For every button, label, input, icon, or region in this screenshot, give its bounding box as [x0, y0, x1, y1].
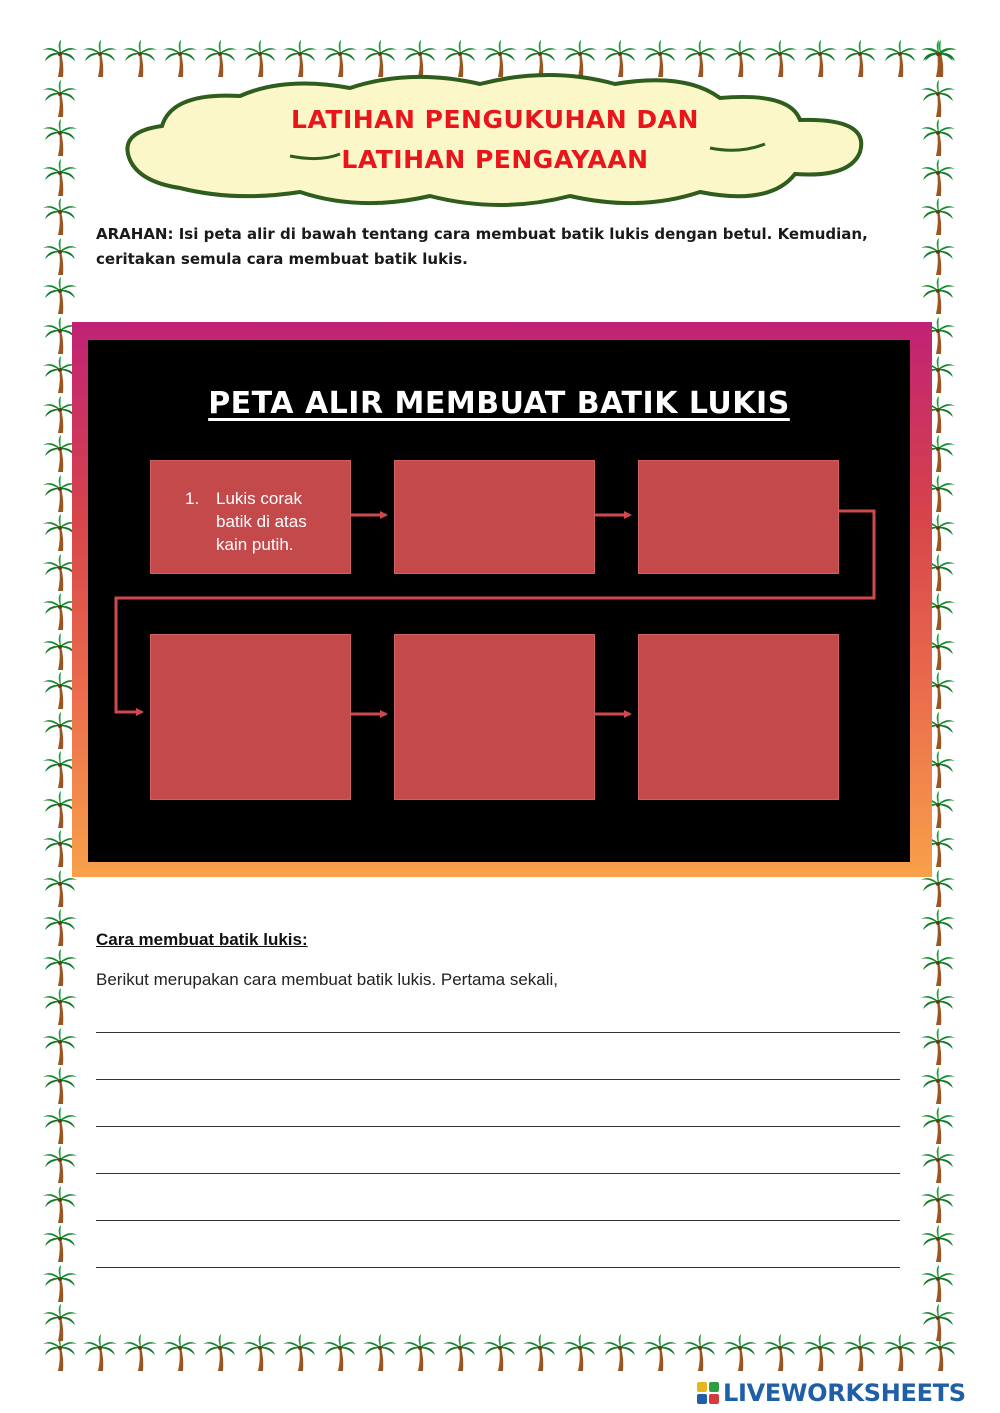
palm-tree-icon	[562, 1334, 598, 1372]
palm-tree-icon	[42, 1186, 78, 1224]
palm-tree-icon	[920, 40, 956, 78]
palm-tree-icon	[162, 1334, 198, 1372]
palm-tree-icon	[920, 1304, 956, 1342]
palm-tree-icon	[482, 1334, 518, 1372]
palm-tree-icon	[920, 909, 956, 947]
palm-tree-icon	[682, 1334, 718, 1372]
palm-tree-icon	[42, 119, 78, 157]
palm-tree-icon	[42, 909, 78, 947]
worksheet-title	[110, 100, 880, 180]
palm-tree-icon	[282, 1334, 318, 1372]
palm-tree-icon	[920, 1107, 956, 1145]
logo-text: LIVEWORKSHEETS	[723, 1379, 966, 1407]
palm-tree-icon	[42, 988, 78, 1026]
flow-step-1[interactable]	[150, 460, 351, 574]
instruction-text: ARAHAN: Isi peta alir di bawah tentang cara membuat batik lukis dengan betul. Kemudian, ceritakan semula cara membuat batik lukis.	[96, 225, 868, 268]
flowchart-panel	[88, 340, 910, 862]
palm-tree-icon	[522, 1334, 558, 1372]
palm-tree-icon	[42, 1304, 78, 1342]
palm-tree-icon	[722, 1334, 758, 1372]
answer-line[interactable]	[96, 1173, 900, 1174]
flow-step-1-number: 1.	[185, 489, 200, 508]
palm-tree-icon	[920, 949, 956, 987]
palm-tree-icon	[42, 159, 78, 197]
flow-step-1-text: Lukis corak batik di atas kain putih.	[216, 489, 307, 554]
palm-tree-icon	[920, 198, 956, 236]
palm-tree-icon	[802, 1334, 838, 1372]
palm-tree-icon	[920, 1028, 956, 1066]
palm-tree-icon	[442, 1334, 478, 1372]
logo-mark-icon	[697, 1382, 719, 1404]
palm-tree-icon	[42, 238, 78, 276]
title-line-2: LATIHAN PENGAYAAN	[341, 145, 649, 174]
answer-line[interactable]	[96, 1032, 900, 1033]
palm-tree-icon	[920, 1225, 956, 1263]
palm-tree-icon	[42, 1028, 78, 1066]
answer-line[interactable]	[96, 1079, 900, 1080]
palm-tree-icon	[122, 1334, 158, 1372]
palm-tree-icon	[920, 238, 956, 276]
palm-tree-icon	[402, 1334, 438, 1372]
palm-tree-icon	[42, 949, 78, 987]
answer-line[interactable]	[96, 1267, 900, 1268]
palm-tree-icon	[322, 1334, 358, 1372]
liveworksheets-logo	[697, 1378, 966, 1408]
palm-tree-icon	[920, 1265, 956, 1303]
palm-tree-icon	[882, 1334, 918, 1372]
flow-step-6[interactable]	[638, 634, 839, 800]
palm-tree-icon	[42, 1265, 78, 1303]
palm-tree-icon	[242, 1334, 278, 1372]
palm-tree-icon	[920, 277, 956, 315]
palm-tree-icon	[42, 277, 78, 315]
palm-tree-icon	[642, 1334, 678, 1372]
palm-tree-icon	[42, 1225, 78, 1263]
flow-step-4[interactable]	[150, 634, 351, 800]
title-cloud	[110, 70, 880, 220]
palm-tree-icon	[920, 988, 956, 1026]
palm-tree-icon	[842, 1334, 878, 1372]
palm-tree-icon	[920, 1146, 956, 1184]
answer-line[interactable]	[96, 1126, 900, 1127]
palm-tree-icon	[602, 1334, 638, 1372]
answer-line[interactable]	[96, 1220, 900, 1221]
palm-tree-icon	[42, 80, 78, 118]
palm-tree-icon	[42, 1107, 78, 1145]
palm-tree-icon	[42, 40, 78, 78]
palm-tree-icon	[82, 1334, 118, 1372]
palm-tree-icon	[920, 80, 956, 118]
flowchart-frame	[72, 322, 932, 877]
flow-step-5[interactable]	[394, 634, 595, 800]
palm-tree-icon	[920, 1186, 956, 1224]
palm-tree-icon	[362, 1334, 398, 1372]
intro-sentence: Berikut merupakan cara membuat batik lukis. Pertama sekali,	[96, 970, 559, 989]
palm-tree-icon	[42, 1067, 78, 1105]
flowchart-title: PETA ALIR MEMBUAT BATIK LUKIS	[208, 386, 790, 421]
flow-step-2[interactable]	[394, 460, 595, 574]
palm-tree-icon	[882, 40, 918, 78]
title-line-1: LATIHAN PENGUKUHAN DAN	[291, 105, 699, 134]
palm-tree-icon	[920, 119, 956, 157]
palm-tree-icon	[920, 1067, 956, 1105]
palm-tree-icon	[762, 1334, 798, 1372]
section-heading: Cara membuat batik lukis:	[96, 930, 308, 949]
palm-tree-icon	[920, 159, 956, 197]
palm-tree-icon	[202, 1334, 238, 1372]
palm-border-bottom	[42, 1334, 958, 1374]
flow-step-3[interactable]	[638, 460, 839, 574]
palm-tree-icon	[42, 198, 78, 236]
palm-tree-icon	[42, 1146, 78, 1184]
